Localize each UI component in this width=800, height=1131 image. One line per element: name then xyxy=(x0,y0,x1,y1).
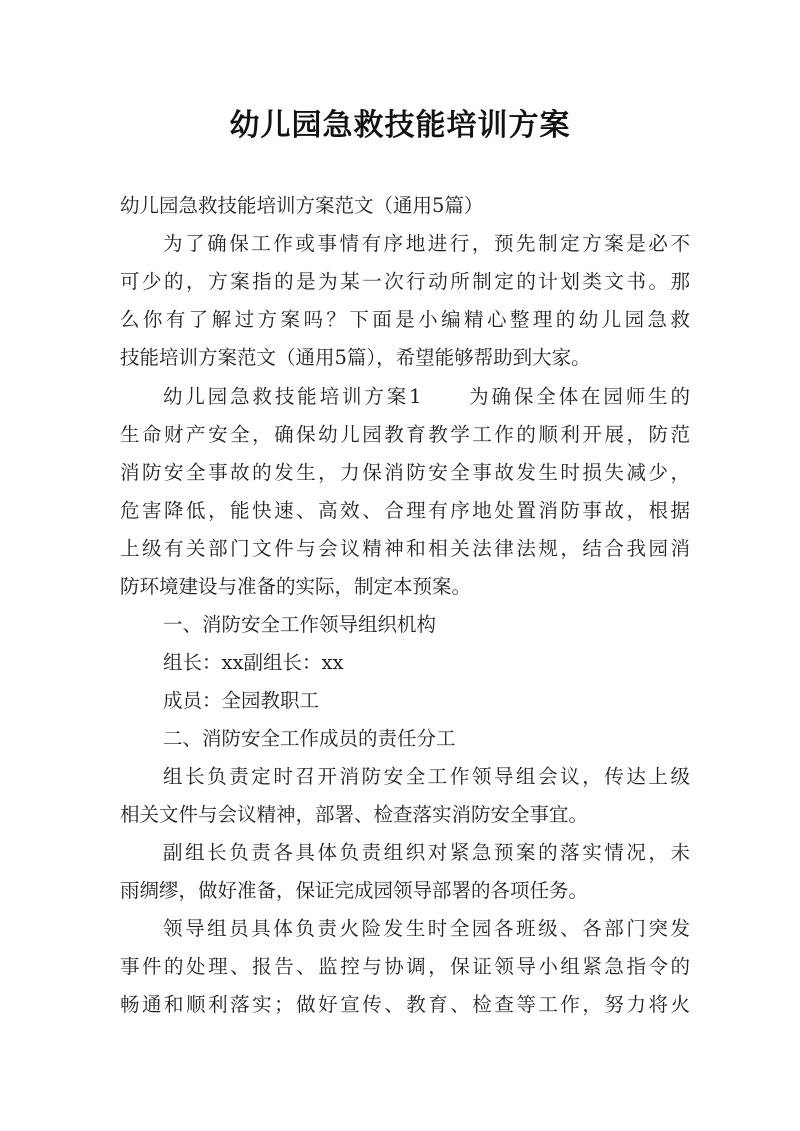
section-heading: 一、消防安全工作领导组织机构 xyxy=(163,613,437,636)
paragraph-line: 技能培训方案范文（通用5篇），希望能够帮助到大家。 xyxy=(120,346,591,369)
paragraph-line: 组长：xx副组长：xx xyxy=(163,651,344,674)
paragraph-line: 生命财产安全，确保幼儿园教育教学工作的顺利开展，防范 xyxy=(120,423,690,446)
paragraph-line: 危害降低，能快速、高效、合理有序地处置消防事故，根据 xyxy=(120,499,690,522)
paragraph-line: 上级有关部门文件与会议精神和相关法律法规，结合我园消 xyxy=(120,537,690,560)
document-subtitle: 幼儿园急救技能培训方案范文（通用5篇） xyxy=(120,194,484,217)
paragraph-line: 消防安全事故的发生，力保消防安全事故发生时损失减少， xyxy=(120,461,690,484)
paragraph-line: 么你有了解过方案吗？下面是小编精心整理的幼儿园急救 xyxy=(120,308,690,331)
paragraph-line: 为了确保工作或事情有序地进行，预先制定方案是必不 xyxy=(163,232,690,255)
paragraph-line: 组长负责定时召开消防安全工作领导组会议，传达上级 xyxy=(163,765,690,788)
paragraph-line: 可少的，方案指的是为某一次行动所制定的计划类文书。那 xyxy=(120,270,690,293)
paragraph-line: 副组长负责各具体负责组织对紧急预案的落实情况，未 xyxy=(163,841,690,864)
document-title: 幼儿园急救技能培训方案 xyxy=(229,108,571,143)
paragraph-line: 雨绸缪，做好准备，保证完成园领导部署的各项任务。 xyxy=(120,879,589,902)
paragraph-line: 幼儿园急救技能培训方案1 为确保全体在园师生的 xyxy=(163,385,690,408)
paragraph-line: 成员：全园教职工 xyxy=(163,689,320,712)
paragraph-line: 防环境建设与准备的实际，制定本预案。 xyxy=(120,575,472,598)
paragraph-line: 畅通和顺利落实；做好宣传、教育、检查等工作，努力将火 xyxy=(120,993,690,1016)
paragraph-line: 领导组员具体负责火险发生时全园各班级、各部门突发 xyxy=(163,917,690,940)
paragraph-line: 相关文件与会议精神，部署、检查落实消防安全事宜。 xyxy=(120,803,589,826)
section-heading: 二、消防安全工作成员的责任分工 xyxy=(163,727,456,750)
paragraph-line: 事件的处理、报告、监控与协调，保证领导小组紧急指令的 xyxy=(120,955,690,978)
